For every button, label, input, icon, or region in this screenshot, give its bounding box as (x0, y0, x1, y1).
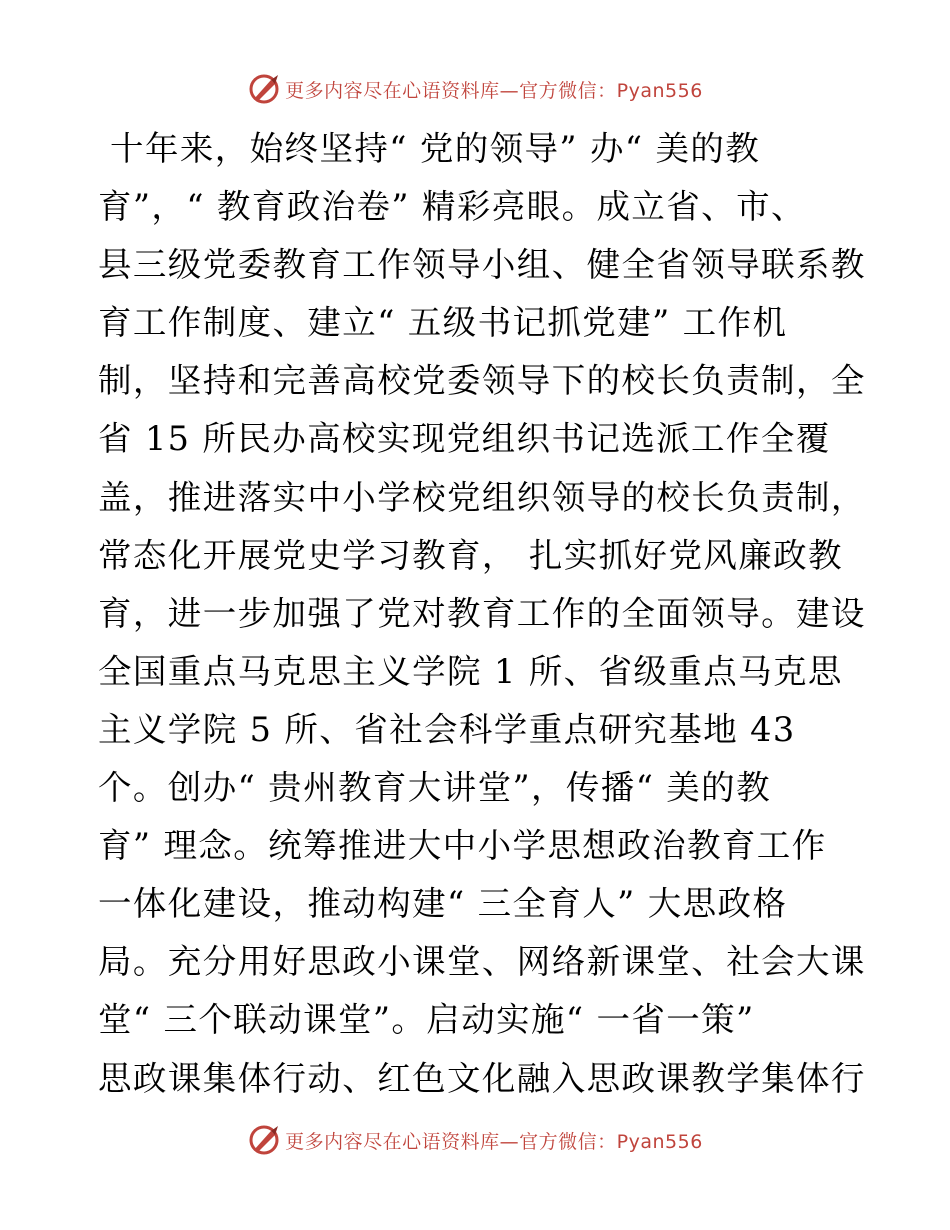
text-line: 个。创办“ 贵州教育大讲堂”，传播“ 美的教 (98, 768, 771, 808)
watermark-text: 更多内容尽在心语资料库—官方微信：Pyan556 (285, 79, 703, 102)
text-line: 县三级党委教育工作领导小组、健全省领导联系教 (98, 245, 866, 285)
text-line: 制，坚持和完善高校党委领导下的校长负责制，全 (98, 361, 866, 401)
text-line: 十年来，始终坚持“ 党的领导” 办“ 美的教 (98, 129, 761, 168)
footer-watermark (0, 1123, 950, 1157)
text-line: 思政课集体行动、红色文化融入思政课教学集体行 (98, 1058, 866, 1098)
text-line: 常态化开展党史学习教育， 扎实抓好党风廉政教 (98, 535, 843, 575)
text-line: 一体化建设，推动构建“ 三全育人” 大思政格 (98, 884, 788, 924)
watermark-text: 更多内容尽在心语资料库—官方微信：Pyan556 (285, 1130, 703, 1153)
text-line: 局。充分用好思政小课堂、网络新课堂、社会大课 (98, 942, 866, 982)
text-line: 育” 理念。统筹推进大中小学思想政治教育工作 (98, 826, 827, 866)
text-line: 育工作制度、建立“ 五级书记抓党建” 工作机 (98, 303, 788, 343)
text-line: 育”，“ 教育政治卷” 精彩亮眼。成立省、市、 (98, 187, 806, 227)
quill-pen-in-circle-icon (247, 72, 281, 106)
text-line: 堂“ 三个联动课堂”。启动实施“ 一省一策” (98, 1000, 755, 1040)
text-line: 育，进一步加强了党对教育工作的全面领导。建设 (98, 593, 866, 633)
text-line: 主义学院 5 所、省社会科学重点研究基地 43 (98, 709, 796, 749)
text-line: 省 15 所民办高校实现党组织书记选派工作全覆 (98, 419, 831, 459)
text-line: 全国重点马克思主义学院 1 所、省级重点马克思 (98, 651, 843, 691)
text-line: 盖，推进落实中小学校党组织领导的校长负责制， (98, 477, 866, 517)
document-body (98, 120, 868, 1108)
header-watermark (0, 72, 950, 106)
quill-pen-in-circle-icon (247, 1123, 281, 1157)
